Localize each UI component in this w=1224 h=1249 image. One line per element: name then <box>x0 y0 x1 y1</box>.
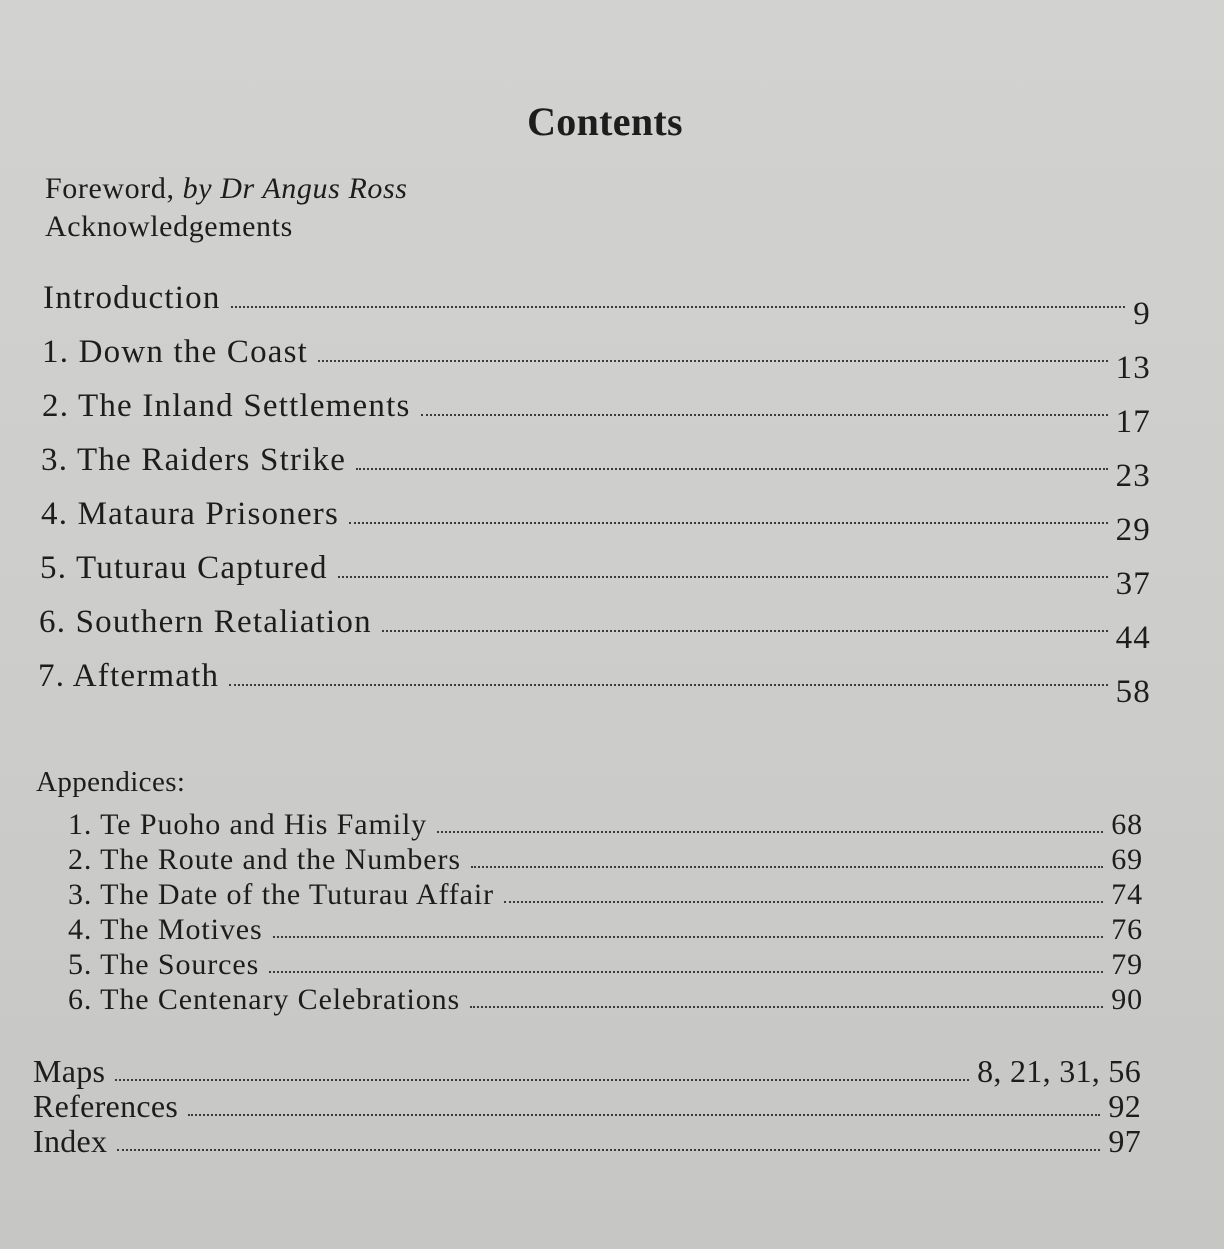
toc-entry <box>43 280 1151 332</box>
dot-leader <box>231 306 1126 308</box>
toc-entry-title: 5. The Sources <box>68 948 260 981</box>
dot-leader <box>338 576 1108 578</box>
toc-entry-page: 92 <box>1108 1088 1141 1124</box>
dot-leader <box>471 866 1103 868</box>
toc-entry-page: 8, 21, 31, 56 <box>977 1053 1141 1089</box>
dot-leader <box>504 901 1103 903</box>
toc-entry-title: 4. Mataura Prisoners <box>41 496 340 532</box>
dot-leader <box>269 971 1103 973</box>
toc-entry-page: 37 <box>1115 566 1151 602</box>
toc-entry <box>68 913 1143 947</box>
toc-entry-title: 1. Down the Coast <box>42 334 309 370</box>
page-title: Contents <box>527 99 683 144</box>
toc-entry-page: 74 <box>1111 878 1143 911</box>
toc-entry-title: 3. The Raiders Strike <box>41 442 347 478</box>
toc-entry <box>68 808 1143 842</box>
appendices-heading: Appendices: <box>36 766 186 798</box>
dot-leader <box>273 936 1104 938</box>
toc-entry-page: 17 <box>1115 404 1151 440</box>
toc-entry <box>42 388 1151 440</box>
toc-entry <box>42 334 1151 386</box>
dot-leader <box>356 468 1108 470</box>
toc-entry-page: 68 <box>1111 808 1143 841</box>
toc-entry <box>68 843 1143 877</box>
foreword-line <box>45 172 408 206</box>
toc-entry-page: 69 <box>1111 843 1143 876</box>
toc-entry-page: 76 <box>1111 913 1143 946</box>
toc-entry-title: Introduction <box>43 280 221 316</box>
dot-leader <box>349 522 1108 524</box>
toc-entry-title: 5. Tuturau Captured <box>40 550 328 586</box>
toc-entry-page: 13 <box>1115 350 1151 386</box>
toc-entry-title: 2. The Inland Settlements <box>42 388 411 424</box>
toc-entry-page: 23 <box>1115 458 1151 494</box>
dot-leader <box>382 630 1108 632</box>
toc-entry-page: 58 <box>1115 674 1151 710</box>
toc-entry <box>38 658 1151 710</box>
toc-entry-page: 90 <box>1111 983 1143 1016</box>
toc-entry <box>41 442 1151 494</box>
dot-leader <box>470 1006 1103 1008</box>
foreword-label: Foreword, <box>45 172 175 205</box>
toc-entry <box>33 1088 1141 1125</box>
toc-entry <box>39 604 1151 656</box>
dot-leader <box>117 1149 1100 1151</box>
foreword-author: by Dr Angus Ross <box>182 172 408 205</box>
toc-entry-title: 6. Southern Retaliation <box>39 604 372 640</box>
acknowledgements-line: Acknowledgements <box>45 210 293 243</box>
toc-entry <box>33 1123 1141 1160</box>
dot-leader <box>437 831 1103 833</box>
toc-entry-title: References <box>33 1088 179 1124</box>
toc-entry <box>33 1053 1141 1090</box>
toc-entry <box>41 496 1151 548</box>
toc-entry-page: 97 <box>1108 1123 1141 1159</box>
toc-entry-page: 79 <box>1111 948 1143 981</box>
toc-entry-title: 2. The Route and the Numbers <box>68 843 461 876</box>
dot-leader <box>229 684 1107 686</box>
toc-entry-title: 4. The Motives <box>68 913 263 946</box>
toc-entry <box>68 948 1143 982</box>
toc-entry-title: 6. The Centenary Celebrations <box>68 983 461 1016</box>
dot-leader <box>421 414 1108 416</box>
toc-entry-title: 1. Te Puoho and His Family <box>68 808 428 841</box>
toc-entry-page: 44 <box>1115 620 1151 656</box>
toc-entry-title: 3. The Date of the Tuturau Affair <box>68 878 495 911</box>
dot-leader <box>318 360 1108 362</box>
toc-entry <box>40 550 1151 602</box>
toc-entry-title: 7. Aftermath <box>38 658 220 694</box>
toc-entry-title: Index <box>33 1123 108 1159</box>
dot-leader <box>115 1079 969 1081</box>
toc-entry <box>68 878 1143 912</box>
toc-entry-title: Maps <box>33 1053 106 1089</box>
toc-entry-page: 9 <box>1133 296 1151 332</box>
toc-entry-page: 29 <box>1115 512 1151 548</box>
toc-entry <box>68 983 1143 1017</box>
dot-leader <box>188 1114 1100 1116</box>
